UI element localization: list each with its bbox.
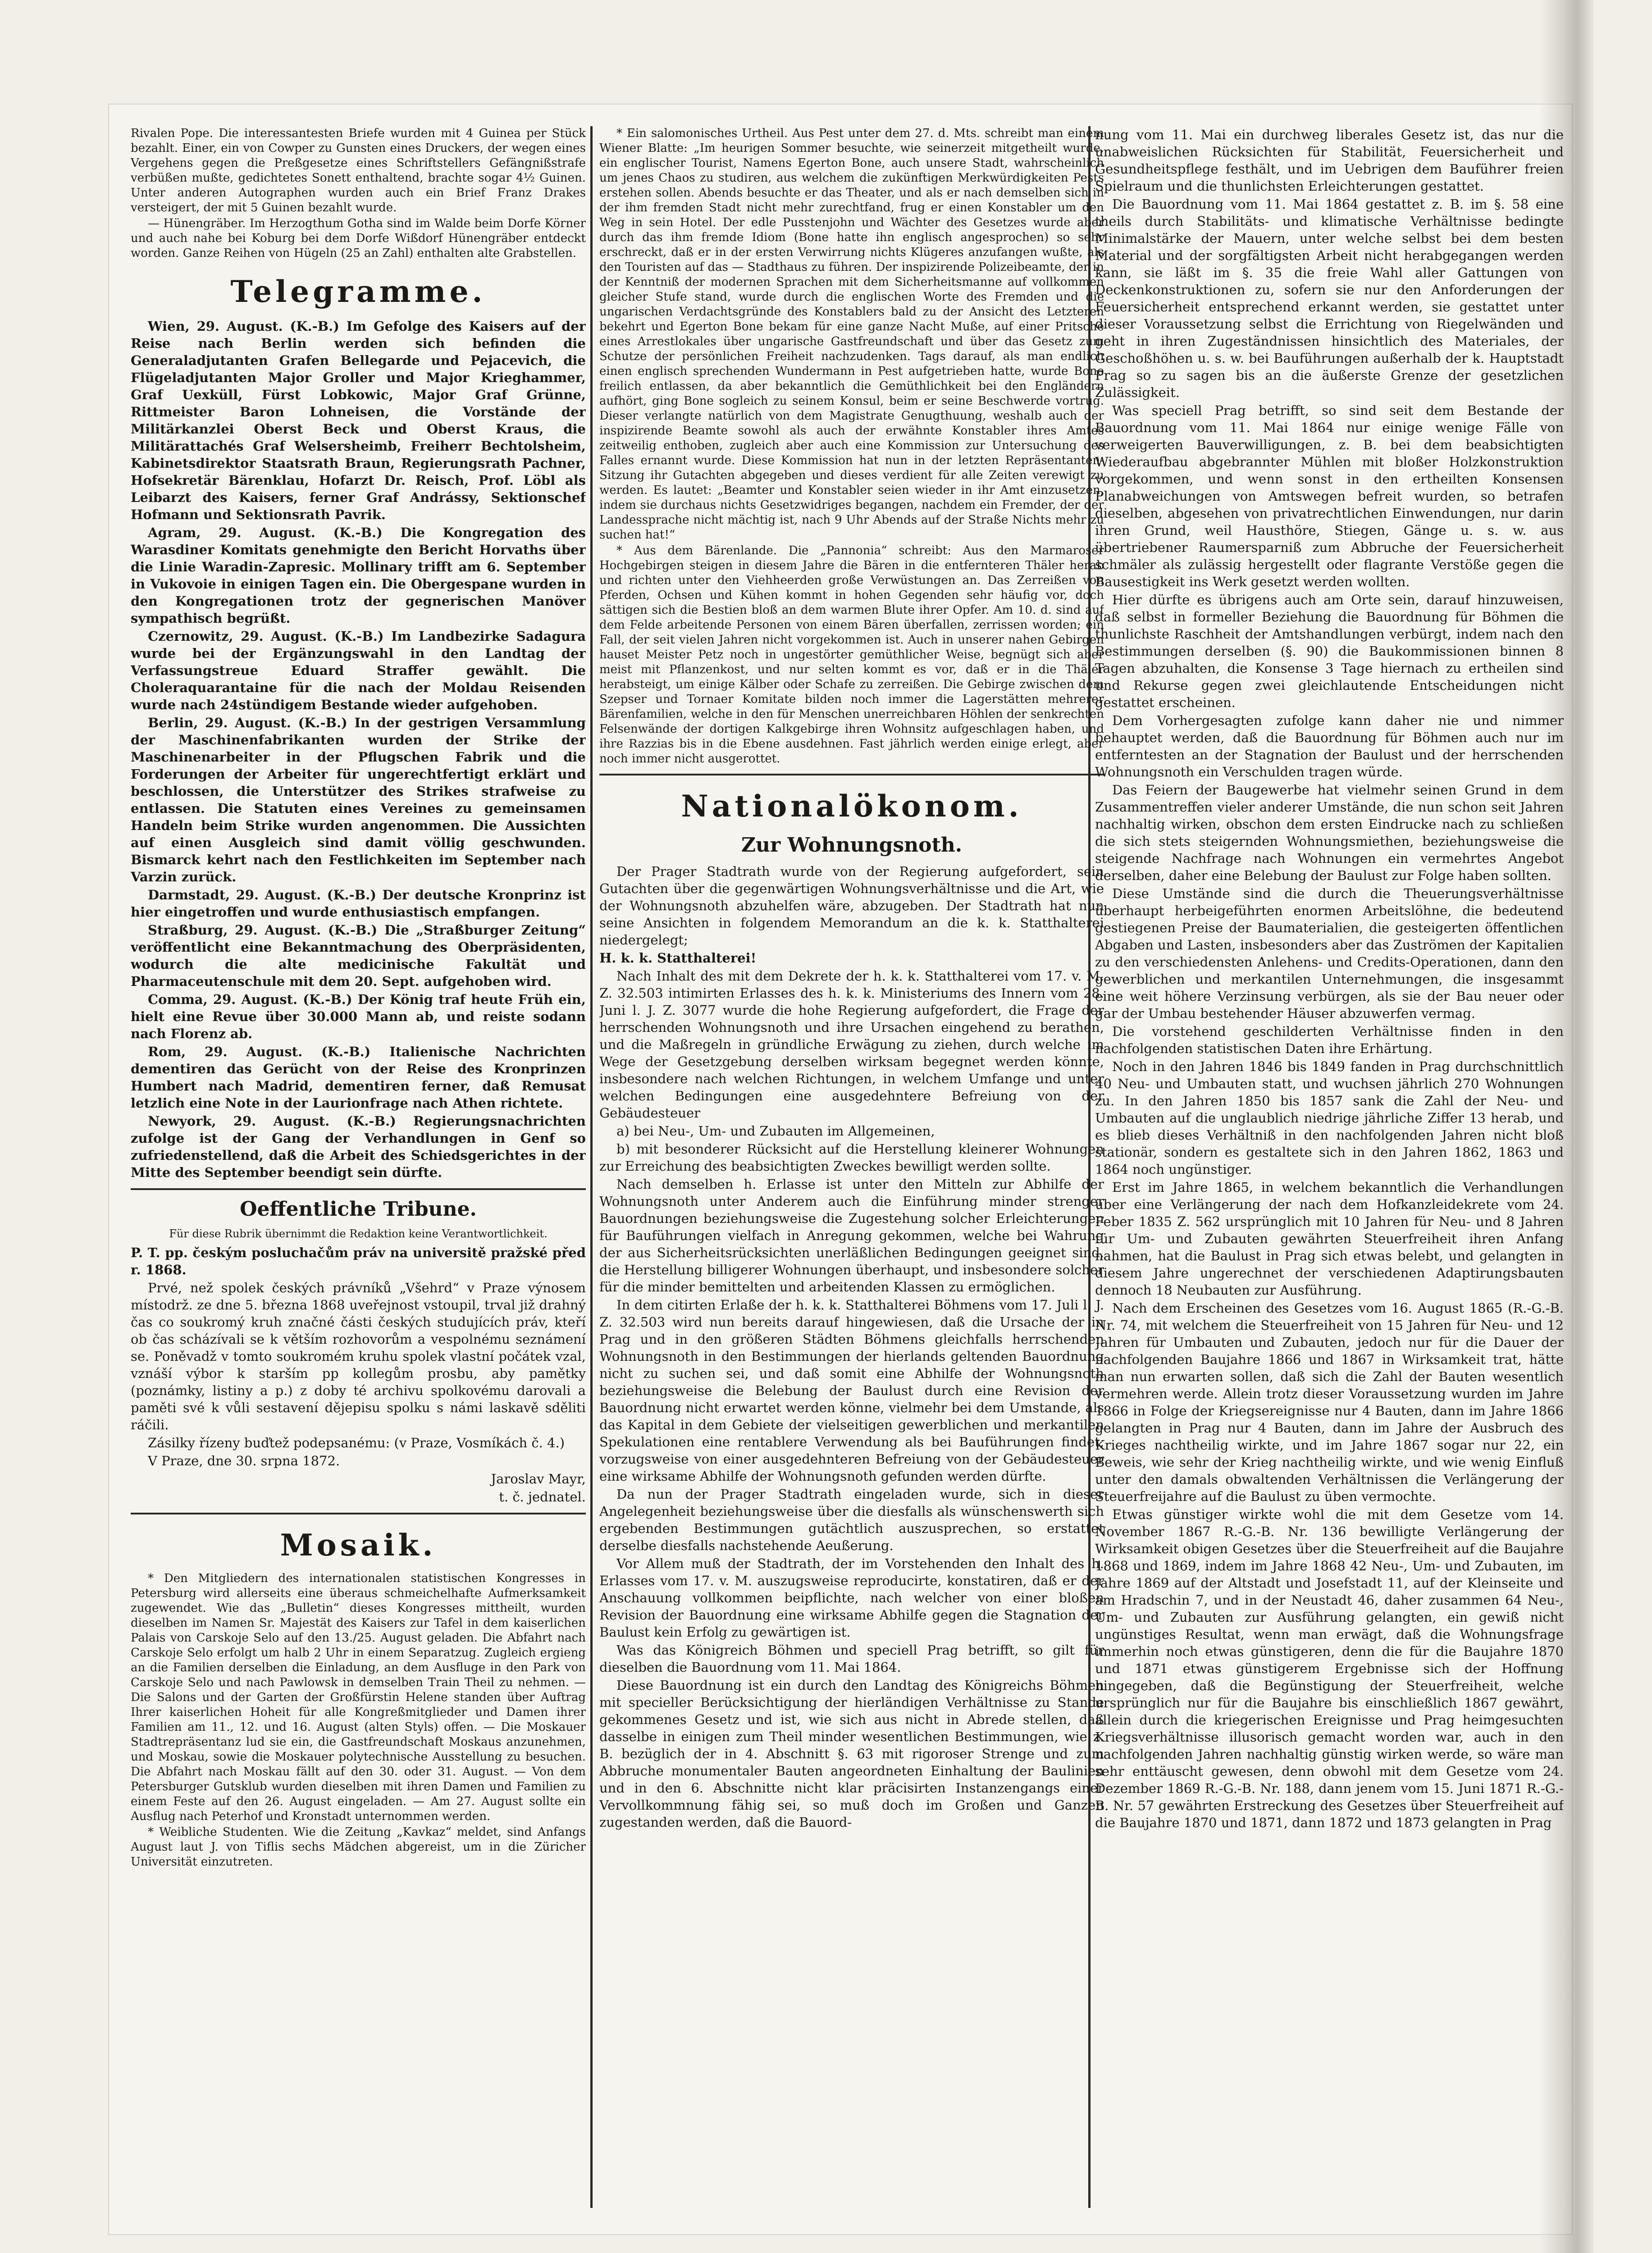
col3-paragraph-1: nung vom 11. Mai ein durchweg liberales Gesetz ist, das nur die unabweislichen Rücksichten für Stabilität, Feuersicherheit und Gesundheitspflege festhält, und im Uebrigen dem Bauführer freien Spielraum und die thunlichsten Erleichterungen gestattet. bbox=[1095, 127, 1564, 194]
nationaloekonom-heading: Nationalökonom. bbox=[681, 789, 1022, 824]
tribune-signature-name: Jaroslav Mayr, bbox=[491, 1471, 586, 1487]
telegram-berlin: Berlin, 29. August. (K.-B.) In der gestrigen Versammlung der Maschinenfabrikanten wurden der Strike der Maschinenarbeiter in der Pflugschen Fabrik und die Forderungen der Arbeiter für ungerechtfertigt erklärt und beschlossen, die Unterstützer des Strikes strafweise zu entlassen. Die Statuten eines Vereines zu gemeinsamen Handeln beim Strike wurden angenommen. Die Aussichten auf einen Ausgleich sind damit völlig geschwunden. Bismarck kehrt nach den Festlichkeiten im September nach Varzin zurück. bbox=[131, 715, 586, 885]
wohnungsnoth-paragraph-4: In dem citirten Erlaße der h. k. k. Statthalterei Böhmens vom 17. Juli l. J. Z. 32.503 wird nun bereits darauf hingewiesen, daß die Ursache der in Prag und in den größeren Städten Böhmens gleichfalls herrschenden Wohnungsnoth in den Bestimmungen der hierlands geltenden Bauordnung nicht zu suchen sei, und daß somit eine Abhilfe der Wohnungsnoth beziehungsweise die Belebung der Baulust durch eine Revision der Bauordnung nicht erwartet werden könne, vielmehr bei dem Umstande, als das Kapital in dem Gebiete der vielseitigen gewerblichen und merkantilen Spekulationen eine rentablere Verwendung als bei Bauführungen findet, vorzugsweise von einer ausgedehnteren Befreiung von der Gebäudesteuer eine wirksame Abhilfe der Wohnungsnoth gefunden werden dürfte. bbox=[599, 1297, 1104, 1484]
column-1 bbox=[131, 126, 586, 2208]
col3-paragraph-11: Nach dem Erscheinen des Gesetzes vom 16. August 1865 (R.-G.-B. Nr. 74, mit welchem die Steuerfreiheit von 15 Jahren für Neu- und 12 Jahren für Umbauten und Zubauten, jedoch nur für die Dauer der nachfolgenden Baujahre 1866 und 1867 in Wirksamkeit trat, hätte man nun erwarten sollen, daß sich die Zahl der Bauten wesentlich vermehren werde. Allein trotz dieser Voraussetzung wurden im Jahre 1866 in Folge der Kriegsereignisse nur 4 Bauten, dann im Jahre 1866 gelangten in Prag nur 4 Bauten, dann im Jahre der Ausbruch des Krieges nachtheilig wirkte, und im Jahre 1867 sogar nur 22, ein Beweis, wie sehr der Krieg nachtheilig wirkte, und wie wenig Einfluß unter den damals obwaltenden Verhältnissen die Verlängerung der Steuerfreijahre auf die Baulust zu üben vermochte. bbox=[1095, 1300, 1564, 1504]
col3-paragraph-7: Diese Umstände sind die durch die Theuerungsverhältnisse überhaupt herbeigeführten enormen Arbeitslöhne, die bedeutend gestiegenen Preise der Baumaterialien, die gesteigerten öffentlichen Abgaben und Lasten, insbesonders aber das Zuströmen der Kapitalien zu den verschiedensten Anlehens- und Credits-Operationen, dann den gewerblichen und merkantilen Unternehmungen, die insgesammt eine weit höhere Verzinsung verbürgen, als sie der Bau neuer oder gar der Umbau bestehender Häuser abzuwerfen vermag. bbox=[1095, 886, 1564, 1021]
wohnungsnoth-heading: Zur Wohnungsnoth. bbox=[741, 834, 963, 857]
column-2 bbox=[599, 126, 1104, 2208]
baerenlande-paragraph: * Aus dem Bärenlande. Die „Pannonia“ schreibt: Aus den Marmaroser Hochgebirgen steigen in diesem Jahre die Bären in die entfernteren Thäler herab und richten unter den Viehheerden große Verwüstungen an. Das Zerreißen von Pferden, Ochsen und Kühen kommt in hohen Gegenden sehr häufig vor, doch sättigen sich die Bestien bloß an dem warmen Blute ihrer Opfer. Am 10. d. sind auf dem Felde arbeitende Personen von einem Bären überfallen, zerrissen worden; ein Fall, der seit vielen Jahren nicht vorgekommen ist. Auch in unserer nahen Gebirgen hauset Meister Petz noch in ungestörter gemüthlicher Weise, begnügt sich aber meist mit Pflanzenkost, und nur selten kommt es vor, daß er in die Thäler herabsteigt, um einige Kälber oder Schafe zu zerreißen. Die Gebirge zwischen dem Szepser und Tornaer Komitate bilden noch immer die Lagerstätten mehrerer Bärenfamilien, welche in den für Menschen unerreichbaren Höhlen der senkrechten Felsenwände der dortigen Kalkgebirge ihren Wohnsitz aufgeschlagen haben, und ihre Razzias bis in die Ebene ausdehnen. Fast jährlich werden einige erlegt, aber noch immer nicht ausgerottet. bbox=[599, 544, 1104, 766]
tribune-body: Prvé, než spolek českých právníků „Všehrd“ v Praze výnosem místodrž. ze dne 5. března 1868 uveřejnost vstoupil, trval již drahný čas co soukromý kruh značné části českých studujících práv, kteří ob čas scházívali se k větším rozhovorům a vespolnému seznámení se. Poněvadž v tomto soukromém kruhu spolek vlastní počátek vzal, vznáší výbor k starším pp kollegům prosbu, aby pamětky (poznámky, listiny a p.) z doby té archivu spolkovému darovali a paměti své k vůli sestavení dějepisu spolku s námi laskavě sděliti ráčili. bbox=[131, 1280, 586, 1432]
wohnungsnoth-paragraph-6: Vor Allem muß der Stadtrath, der im Vorstehenden den Inhalt des h. Erlasses vom 17. v. M. auszugsweise reproducirte, konstatiren, daß er der Anschauung vollkommen beipflichte, nach welcher von einer bloßen Revision der Bauordnung eine wirksame Abhilfe gegen die Stagnation der Baulust kein Erfolg zu gewärtigen ist. bbox=[599, 1556, 1104, 1640]
tribune-note: Für diese Rubrik übernimmt die Redaktion keine Verantwortlichkeit. bbox=[169, 1227, 548, 1240]
mosaik-heading: Mosaik. bbox=[280, 1528, 437, 1563]
huenengraeber-paragraph: — Hünengräber. Im Herzogthum Gotha sind im Walde beim Dorfe Körner und auch nahe bei Koburg bei dem Dorfe Wißdorf Hünengräber entdeckt worden. Ganze Reihen von Hügeln (25 an Zahl) enthalten alte Grabstellen. bbox=[131, 217, 586, 260]
tribune-signature-role: t. č. jednatel. bbox=[499, 1489, 586, 1505]
col3-paragraph-4: Hier dürfte es übrigens auch am Orte sein, darauf hinzuweisen, daß selbst in formeller Beziehung die Bauordnung für Böhmen die thunlichste Raschheit der Amtshandlungen verbürgt, indem nach den Bestimmungen derselben (§. 90) die Baukommissionen binnen 8 Tagen abzuhalten, die Konsense 3 Tage hiernach zu ertheilen sind und Rekurse gegen zwei gleichlautende Entscheidungen nicht gestattet erscheinen. bbox=[1095, 592, 1564, 710]
wohnungsnoth-paragraph-7: Was das Königreich Böhmen und speciell Prag betrifft, so gilt für dieselben die Bauordnung vom 11. Mai 1864. bbox=[599, 1642, 1104, 1675]
telegram-rom: Rom, 29. August. (K.-B.) Italienische Nachrichten dementiren das Gerücht von der Reise des Kronprinzen Humbert nach Madrid, dementiren ferner, daß Remusat letzlich eine Note in der Laurionfrage nach Athen richtete. bbox=[131, 1044, 586, 1111]
column-rule-1 bbox=[590, 126, 593, 2208]
section-separator bbox=[131, 1513, 586, 1514]
col3-paragraph-3: Was speciell Prag betrifft, so sind seit dem Bestande der Bauordnung vom 11. Mai 1864 nur einige wenige Fälle von verweigerten Bauverwilligungen, z. B. bei dem beabsichtigten Wiederaufbau abgebrannter Mühlen mit bloßer Holzkonstruktion vorgekommen, und wenn sonst in den ertheilten Konsensen Planabweichungen von Amtswegen befreit wurden, so betrafen dieselben, abgesehen von privatrechtlichen Einwendungen, nur darin ihren Grund, weil Hausthöre, Stiegen, Gänge u. s. w. aus übertriebener Raumersparniß zum Abbruche der Feuersicherheit schmäler als zulässig hergestellt oder flagrante Verstöße gegen die Bausestigkeit ins Werk gesetzt werden wollten. bbox=[1095, 403, 1564, 589]
wohnungsnoth-paragraph-1: Der Prager Stadtrath wurde von der Regierung aufgefordert, sein Gutachten über die gegenwärtigen Wohnungsverhältnisse und die Art, wie der Wohnungsnoth abzuhelfen wäre, abzugeben. Der Stadtrath hat nun seine Ansichten in folgendem Memorandum an die k. k. Statthalterei niedergelegt; bbox=[599, 864, 1104, 948]
wohnungsnoth-paragraph-2: Nach Inhalt des mit dem Dekrete der h. k. k. Statthalterei vom 17. v. M. Z. 32.503 intimirten Erlasses des h. k. k. Ministeriums des Innern vom 28. Juni l. J. Z. 3077 wurde die hohe Regierung aufgefordert, die Frage der herrschenden Wohnungsnoth und ihre Ursachen eingehend zu berathen, und die Maßregeln in gründliche Erwägung zu ziehen, durch welche im Wege der Gesetzgebung derselben wirksam begegnet werden könnte, insbesondere nach welchen Richtungen, in welchem Umfange und unter welchen Bedingungen eine ausgedehntere Befreiung von der Gebäudesteuer bbox=[599, 968, 1104, 1121]
col3-paragraph-8: Die vorstehend geschilderten Verhältnisse finden in den nachfolgenden statistischen Daten ihre Erhärtung. bbox=[1095, 1024, 1564, 1056]
urtheil-paragraph: * Ein salomonisches Urtheil. Aus Pest unter dem 27. d. Mts. schreibt man einem Wiener Blatte: „Im heurigen Sommer besuchte, wie seinerzeit mitgetheilt wurde, ein englischer Tourist, Namens Egerton Bone, auch unsere Stadt, wahrscheinlich um jenes Chaos zu studiren, aus welchem die zukünftigen Merkwürdigkeiten Pests erstehen sollen. Abends besuchte er das Theater, und als er nach demselben sich in der ihm fremden Stadt nicht mehr zurechtfand, frug er einen Konstabler um den Weg in sein Hotel. Der edle Pusstenjohn und Wächter des Gesetzes wurde aber durch das ihm fremde Idiom (Bone hatte ihn englisch angesprochen) so sehr erschreckt, daß er in der ersten Verwirrung nichts Klügeres anzufangen wußte, als den Touristen auf das — Stadthaus zu führen. Der inspizirende Polizeibeamte, der in der Kenntniß der modernen Sprachen mit dem Sicherheitsmanne auf vollkommen gleicher Stufe stand, wurde durch die englischen Worte des Fremden und die ungarischen Verdachtsgründe des Konstablers bald zu der Ansicht des Letzteren bekehrt und Egerton Bone bekam für eine ganze Nacht Muße, auf einer Pritsche eines Arrestlokales über ungarische Gastfreundschaft und über das Gesetz zum Schutze der persönlichen Freiheit nachzudenken. Tags darauf, als man endlich einen englisch sprechenden Wundermann in Pest aufgetrieben hatte, wurde Bone freilich entlassen, da aber bekanntlich die Gemüthlichkeit bei den Engländern aufhört, ging Bone sogleich zu seinem Konsul, beim er seine Beschwerde vortrug. Dieser verlangte natürlich von dem Magistrate Genugthuung, weshalb auch der inspizirende Beamte sowohl als auch der erwähnte Konstabler ihres Amtes zeitweilig enthoben, zugleich aber auch eine Kommission zur Untersuchung des Falles ernannt wurde. Diese Kommission hat nun in der letzten Repräsentanten-Sitzung ihr Gutachten abgegeben und dieses verdient für alle Zeiten verewigt zu werden. Es lautet: „Beamter und Konstabler seien wieder in ihr Amt einzusetzen, indem sie durchaus nichts Gesetzwidriges begangen, nachdem ein Fremder, der der Landessprache nicht mächtig ist, nach 9 Uhr Abends auf der Straße Nichts mehr zu suchen hat!“ bbox=[599, 127, 1104, 542]
telegram-strassburg: Straßburg, 29. August. (K.-B.) Die „Straßburger Zeitung“ veröffentlicht eine Bekanntmachung des Oberpräsidenten, wodurch die alte medicinische Fakultät und Pharmaceutenschule mit dem 20. Sept. aufgehoben wird. bbox=[131, 922, 586, 989]
telegram-wien: Wien, 29. August. (K.-B.) Im Gefolge des Kaisers auf der Reise nach Berlin werden sich befinden die Generaladjutanten Grafen Bellegarde und Pejacevich, die Flügeladjutanten Major Groller und Major Krieghammer, Graf Uexküll, Fürst Lobkowic, Major Graf Grünne, Rittmeister Baron Lohneisen, die Vorstände der Militärkanzlei Oberst Beck und Oberst Kraus, die Militärattachés Graf Welsersheimb, Freiherr Bechtolsheim, Kabinetsdirektor Staatsrath Braun, Regierungsrath Pachner, Hofsekretär Bärenklau, Hofarzt Dr. Reisch, Prof. Löbl als Leibarzt des Kaisers, ferner Graf Andrássy, Sektionschef Hofmann und Sektionsrath Pavrik. bbox=[131, 319, 586, 522]
statthalterei-heading: H. k. k. Statthalterei! bbox=[599, 950, 757, 966]
tribune-heading: Oeffentliche Tribune. bbox=[240, 1198, 477, 1221]
section-separator bbox=[599, 774, 1104, 775]
section-separator bbox=[131, 1188, 586, 1190]
col3-paragraph-12: Etwas günstiger wirkte wohl die mit dem Gesetze vom 14. November 1867 R.-G.-B. Nr. 136 bewilligte Verlängerung der Wirksamkeit obigen Gesetzes über die Steuerfreiheit auf die Baujahre 1868 und 1869, indem im Jahre 1868 42 Neu-, Um- und Zubauten, im Jahre 1869 auf der Altstadt und Josefstadt 11, auf der Kleinseite und am Hradschin 7, und in der Neustadt 46, daher zusammen 64 Neu-, Um- und Zubauten zur Ausführung gelangten, ein gewiß nicht ungünstiges Resultat, wenn man erwägt, daß die Wohnungsfrage immerhin noch etwas günstigeren, denn die für die Baujahre 1870 und 1871 etwas günstigerem Ergebnisse sich der Hoffnung hingegeben, daß die Begünstigung der Steuerfreiheit, welche ursprünglich nur für die Baujahre bis einschließlich 1867 gewährt, allein durch die kriegerischen Ereignisse und Prag heimgesuchten Kriegsverhältnisse illusorisch gemacht worden war, auch in den nachfolgenden Jahren nachhaltig günstig wirken werde, so wäre man sehr enttäuscht gewesen, denn obwohl mit dem Gesetze vom 24. Dezember 1869 R.-G.-B. Nr. 188, dann jenem vom 15. Juni 1871 R.-G.-B. Nr. 57 gewährten Erstreckung des Gesetzes über Steuerfreiheit auf die Baujahre 1870 und 1871, dann 1872 und 1873 gelangten in Prag bbox=[1095, 1507, 1564, 1830]
col3-paragraph-5: Dem Vorhergesagten zufolge kann daher nie und nimmer behauptet werden, daß die Bauordnung für Böhmen auch nur im entferntesten an der Stagnation der Baulust und der herrschenden Wohnungsnoth ein Verschulden tragen würde. bbox=[1095, 713, 1564, 780]
col3-paragraph-9: Noch in den Jahren 1846 bis 1849 fanden in Prag durchschnittlich 40 Neu- und Umbauten statt, und wuchsen jährlich 270 Wohnungen zu. In den Jahren 1850 bis 1857 sank die Zahl der Neu- und Umbauten auf die unglaublich niedrige jährliche Ziffer 13 herab, und es blieb dieses Verhältniß in den nachfolgenden Jahren nicht bloß stationär, sondern es gestaltete sich in den Jahren 1862, 1863 und 1864 noch ungünstiger. bbox=[1095, 1059, 1564, 1177]
wohnungsnoth-paragraph-5: Da nun der Prager Stadtrath eingeladen wurde, sich in dieser Angelegenheit beziehungsweise über die diesfalls als wünschenswerth sich ergebenden Bestimmungen gutächtlich auszusprechen, so erstattet derselbe diesfalls nachstehende Aeußerung. bbox=[599, 1487, 1104, 1553]
telegram-agram: Agram, 29. August. (K.-B.) Die Kongregation des Warasdiner Komitats genehmigte den Bericht Horvaths über die Linie Waradin-Zapresic. Mollinary trifft am 6. September in Vukovoie in einigen Tagen ein. Die Obergespane wurden in den Kongregationen trotz der gegnerischen Manöver sympathisch begrüßt. bbox=[131, 525, 586, 626]
tribune-address: Zásilky řízeny buďtež podepsanému: (v Praze, Vosmíkách č. 4.) bbox=[148, 1435, 565, 1450]
mosaik-paragraph-1: * Den Mitgliedern des internationalen statistischen Kongresses in Petersburg wird allerseits eine überaus schmeichelhafte Aufmerksamkeit zugewendet. Wie das „Bulletin“ dieses Kongresses mittheilt, wurden dieselben im Namen Sr. Majestät des Kaisers zur Tafel in dem kaiserlichen Palais von Carskoje Selo auf den 13./25. August geladen. Die Abfahrt nach Carskoje Selo erfolgt um halb 2 Uhr in einem Separatzug. Zugleich ergieng an die Familien derselben die Einladung, an dem Ausfluge in den Park von Carskoje Selo und nach Pawlowsk in demselben Train Theil zu nehmen. — Die Salons und der Garten der Großfürstin Helene standen über Auftrag Ihrer kaiserlichen Hoheit für alle Kongreßmitglieder und Damen ihrer Familien am 11., 12. und 16. August (alten Styls) offen. — Die Moskauer Stadtrepräsentanz lud sie ein, die Gastfreundschaft Moskaus anzunehmen, und Moskau, sowie die Moskauer polytechnische Ausstellung zu besuchen. Die Abfahrt nach Moskau fällt auf den 30. oder 31. August. — Von dem Petersburger Gutsklub wurden dieselben mit ihren Damen und Familien zu einem Feste auf den 26. August eingeladen. — Am 27. August sollte ein Ausflug nach Peterhof und Kronstadt unternommen werden. bbox=[131, 1572, 586, 1823]
telegram-newyork: Newyork, 29. August. (K.-B.) Regierungsnachrichten zufolge ist der Gang der Verhandlungen in Genf so zufriedenstellend, daß die Arbeit des Schiedsgerichtes in der Mitte des September beendigt sein dürfte. bbox=[131, 1113, 586, 1180]
column-3 bbox=[1095, 126, 1564, 2208]
intro-paragraph: Rivalen Pope. Die interessantesten Briefe wurden mit 4 Guinea per Stück bezahlt. Einer, ein von Cowper zu Gunsten eines Druckers, der wegen eines Vergehens gegen die Preßgesetze eines Schriftstellers Gefängnißstrafe verbüßen mußte, gedichtetes Sonett enthaltend, brachte sogar 4½ Guinen. Unter anderen Autographen wurden auch ein Brief Franz Drakes versteigert, der mit 5 Guinen bezahlt wurde. bbox=[131, 127, 586, 214]
wohnungsnoth-item-a: a) bei Neu-, Um- und Zubauten im Allgemeinen, bbox=[616, 1123, 935, 1139]
wohnungsnoth-item-b: b) mit besonderer Rücksicht auf die Herstellung kleinerer Wohnungen zur Erreichung des beabsichtigten Zweckes bewilligt werden sollte. bbox=[599, 1141, 1104, 1174]
telegram-czernowitz: Czernowitz, 29. August. (K.-B.) Im Landbezirke Sadagura wurde bei der Ergänzungswahl in den Landtag der Verfassungstreue Eduard Straffer gewählt. Die Choleraquarantaine für die nach der Moldau Reisenden wurde nach 24stündigem Bestande wieder aufgehoben. bbox=[131, 629, 586, 712]
mosaik-paragraph-2: * Weibliche Studenten. Wie die Zeitung „Kavkaz“ meldet, sind Anfangs August laut J. von Tiflis sechs Mädchen abgereist, um in die Züricher Universität einzutreten. bbox=[131, 1825, 586, 1869]
telegramme-heading: Telegramme. bbox=[230, 274, 486, 309]
col3-paragraph-2: Die Bauordnung vom 11. Mai 1864 gestattet z. B. im §. 58 eine theils durch Stabilitäts- und klimatische Verhältnisse bedingte Minimalstärke der Mauern, unter welche selbst bei dem besten Material und der sorgfältigsten Arbeit nicht herabgegangen werden kann, sie läßt im §. 35 die freie Wahl aller Gattungen von Deckenkonstruktionen zu, sofern sie nur den Anforderungen der Feuersicherheit entsprechend erkannt werden, sie gestattet unter dieser Voraussetzung selbst die Errichtung von Riegelwänden und geht in ihren Zugeständnissen hinsichtlich des Materiales, der Geschoßhöhen u. s. w. bei Bauführungen außerhalb der k. Hauptstadt Prag so zu sagen bis an die äußerste Grenze der gesetzlichen Zulässigkeit. bbox=[1095, 196, 1564, 400]
telegram-darmstadt: Darmstadt, 29. August. (K.-B.) Der deutsche Kronprinz ist hier eingetroffen und wurde enthusiastisch empfangen. bbox=[131, 887, 586, 920]
tribune-title: P. T. pp. českým posluchačům práv na universitě pražské před r. 1868. bbox=[131, 1245, 586, 1277]
wohnungsnoth-paragraph-3: Nach demselben h. Erlasse ist unter den Mitteln zur Abhilfe der Wohnungsnoth unter Anderem auch die Einführung minder strenger Bauordnungen beziehungsweise die Zugestehung solcher Erleichterungen für Bauführungen vielfach in Anregung gekommen, welche bei Wahrung der aus Sicherheitsrücksichten unerläßlichen Bedingungen geeignet sind, die Herstellung billigerer Wohnungen überhaupt, und insbesondere solcher für die minder bemittelten und arbeitenden Klassen zu ermöglichen. bbox=[599, 1177, 1104, 1295]
col3-paragraph-10: Erst im Jahre 1865, in welchem bekanntlich die Verhandlungen über eine Verlängerung der nach dem Hofkanzleidekrete vom 24. Feber 1835 Z. 562 ursprünglich mit 10 Jahren für Neu- und 8 Jahren für Um- und Zubauten gewährten Steuerfreiheit ihren Anfang nahmen, hat die Baulust in Prag sich etwas belebt, und gelangten in diesem Jahre ungerechnet der verschiedenen Adaptirungsbauten dennoch 18 Neubauten zur Ausführung. bbox=[1095, 1180, 1564, 1298]
col3-paragraph-6: Das Feiern der Baugewerbe hat vielmehr seinen Grund in dem Zusammentreffen vieler anderer Umstände, die nun schon seit Jahren nachhaltig wirken, obschon dem ersten Eindrucke nach zu schließen die sich stets steigernden Wohnungsmiethen, beziehungsweise die steigende Nachfrage nach Wohnungen ein vermehrtes Angebot derselben, daher eine Belebung der Baulust zur Folge haben sollten. bbox=[1095, 782, 1564, 883]
tribune-date: V Praze, dne 30. srpna 1872. bbox=[148, 1453, 340, 1469]
telegram-comma: Comma, 29. August. (K.-B.) Der König traf heute Früh ein, hielt eine Revue über 30.000 Mann ab, und reiste sodann nach Florenz ab. bbox=[131, 992, 586, 1041]
wohnungsnoth-paragraph-8: Diese Bauordnung ist ein durch den Landtag des Königreichs Böhmen mit specieller Berücksichtigung der hierländigen Verhältnisse zu Stande gekommenes Gesetz und ist, wie sich aus nicht in Abrede stellen, daß dasselbe in einigen zum Theil minder wesentlichen Bestimmungen, wie z. B. bezüglich der in 4. Abschnitt §. 63 mit rigoroser Strenge und zum Abbruche monumentaler Bauten angeordneten Einhaltung der Baulinien und in den 6. Abschnitte nicht klar präcisirten Instanzengangs einer Vervollkommnung fähig sei, so muß doch im Großen und Ganzen zugestanden werden, daß die Bauord- bbox=[599, 1678, 1104, 1830]
